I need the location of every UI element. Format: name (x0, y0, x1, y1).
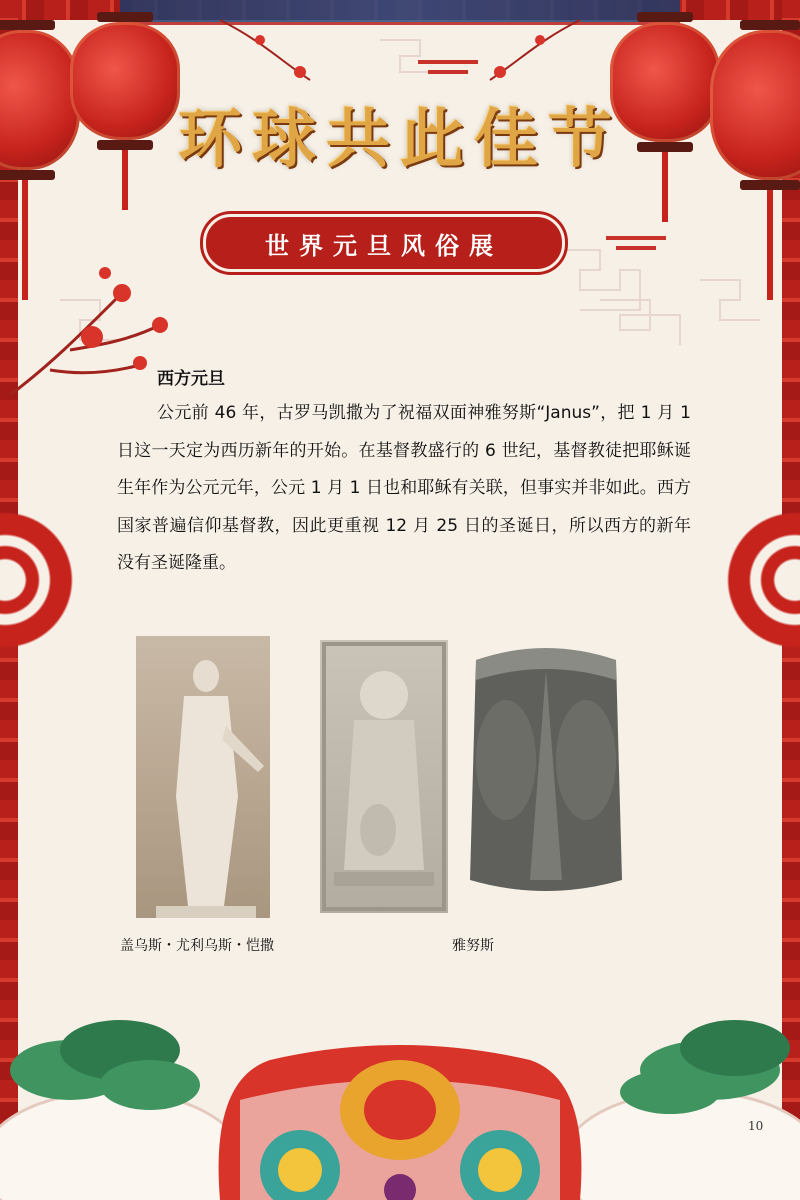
plum-blossom-branch (10, 255, 180, 405)
caesar-caption: 盖乌斯・尤利乌斯・恺撒 (120, 938, 274, 954)
statue-figure-icon (136, 636, 270, 918)
pine-tree-right-2 (680, 1020, 790, 1076)
pine-tree-right-3 (620, 1070, 720, 1114)
page-title: 环球共此佳节 (178, 102, 622, 177)
caesar-statue-image (136, 636, 270, 918)
paper-cut-right (720, 500, 800, 660)
janus-head-image (466, 640, 626, 906)
subtitle-text: 世界元旦风俗展 (265, 230, 503, 260)
section-heading: 西方元旦 (157, 369, 225, 389)
two-faced-head-icon (466, 640, 626, 906)
lion-dance-head (210, 1040, 590, 1200)
subtitle-banner (203, 214, 565, 272)
janus-relief-image (320, 640, 448, 913)
pine-tree-left-3 (100, 1060, 200, 1110)
relief-figure-icon (320, 640, 448, 913)
paper-cut-left (0, 500, 80, 660)
plum-blossom-branch-top (200, 10, 600, 90)
janus-caption: 雅努斯 (452, 938, 494, 954)
article-paragraph: 公元前 46 年，古罗马凯撒为了祝福双面神雅努斯“Janus”，把 1 月 1 日这一天定为西历新年的开始。在基督教盛行的 6 世纪，基督教徒把耶稣诞生年作为公元元年，公元 1 月 1 日也和耶稣有关联，但事实并非如此。西方国家普遍信仰基督教，因此更重视 12 月 25 日的圣诞日，所以西方的新年没有圣诞隆重。 (117, 403, 691, 573)
page-number: 10 (748, 1119, 764, 1133)
